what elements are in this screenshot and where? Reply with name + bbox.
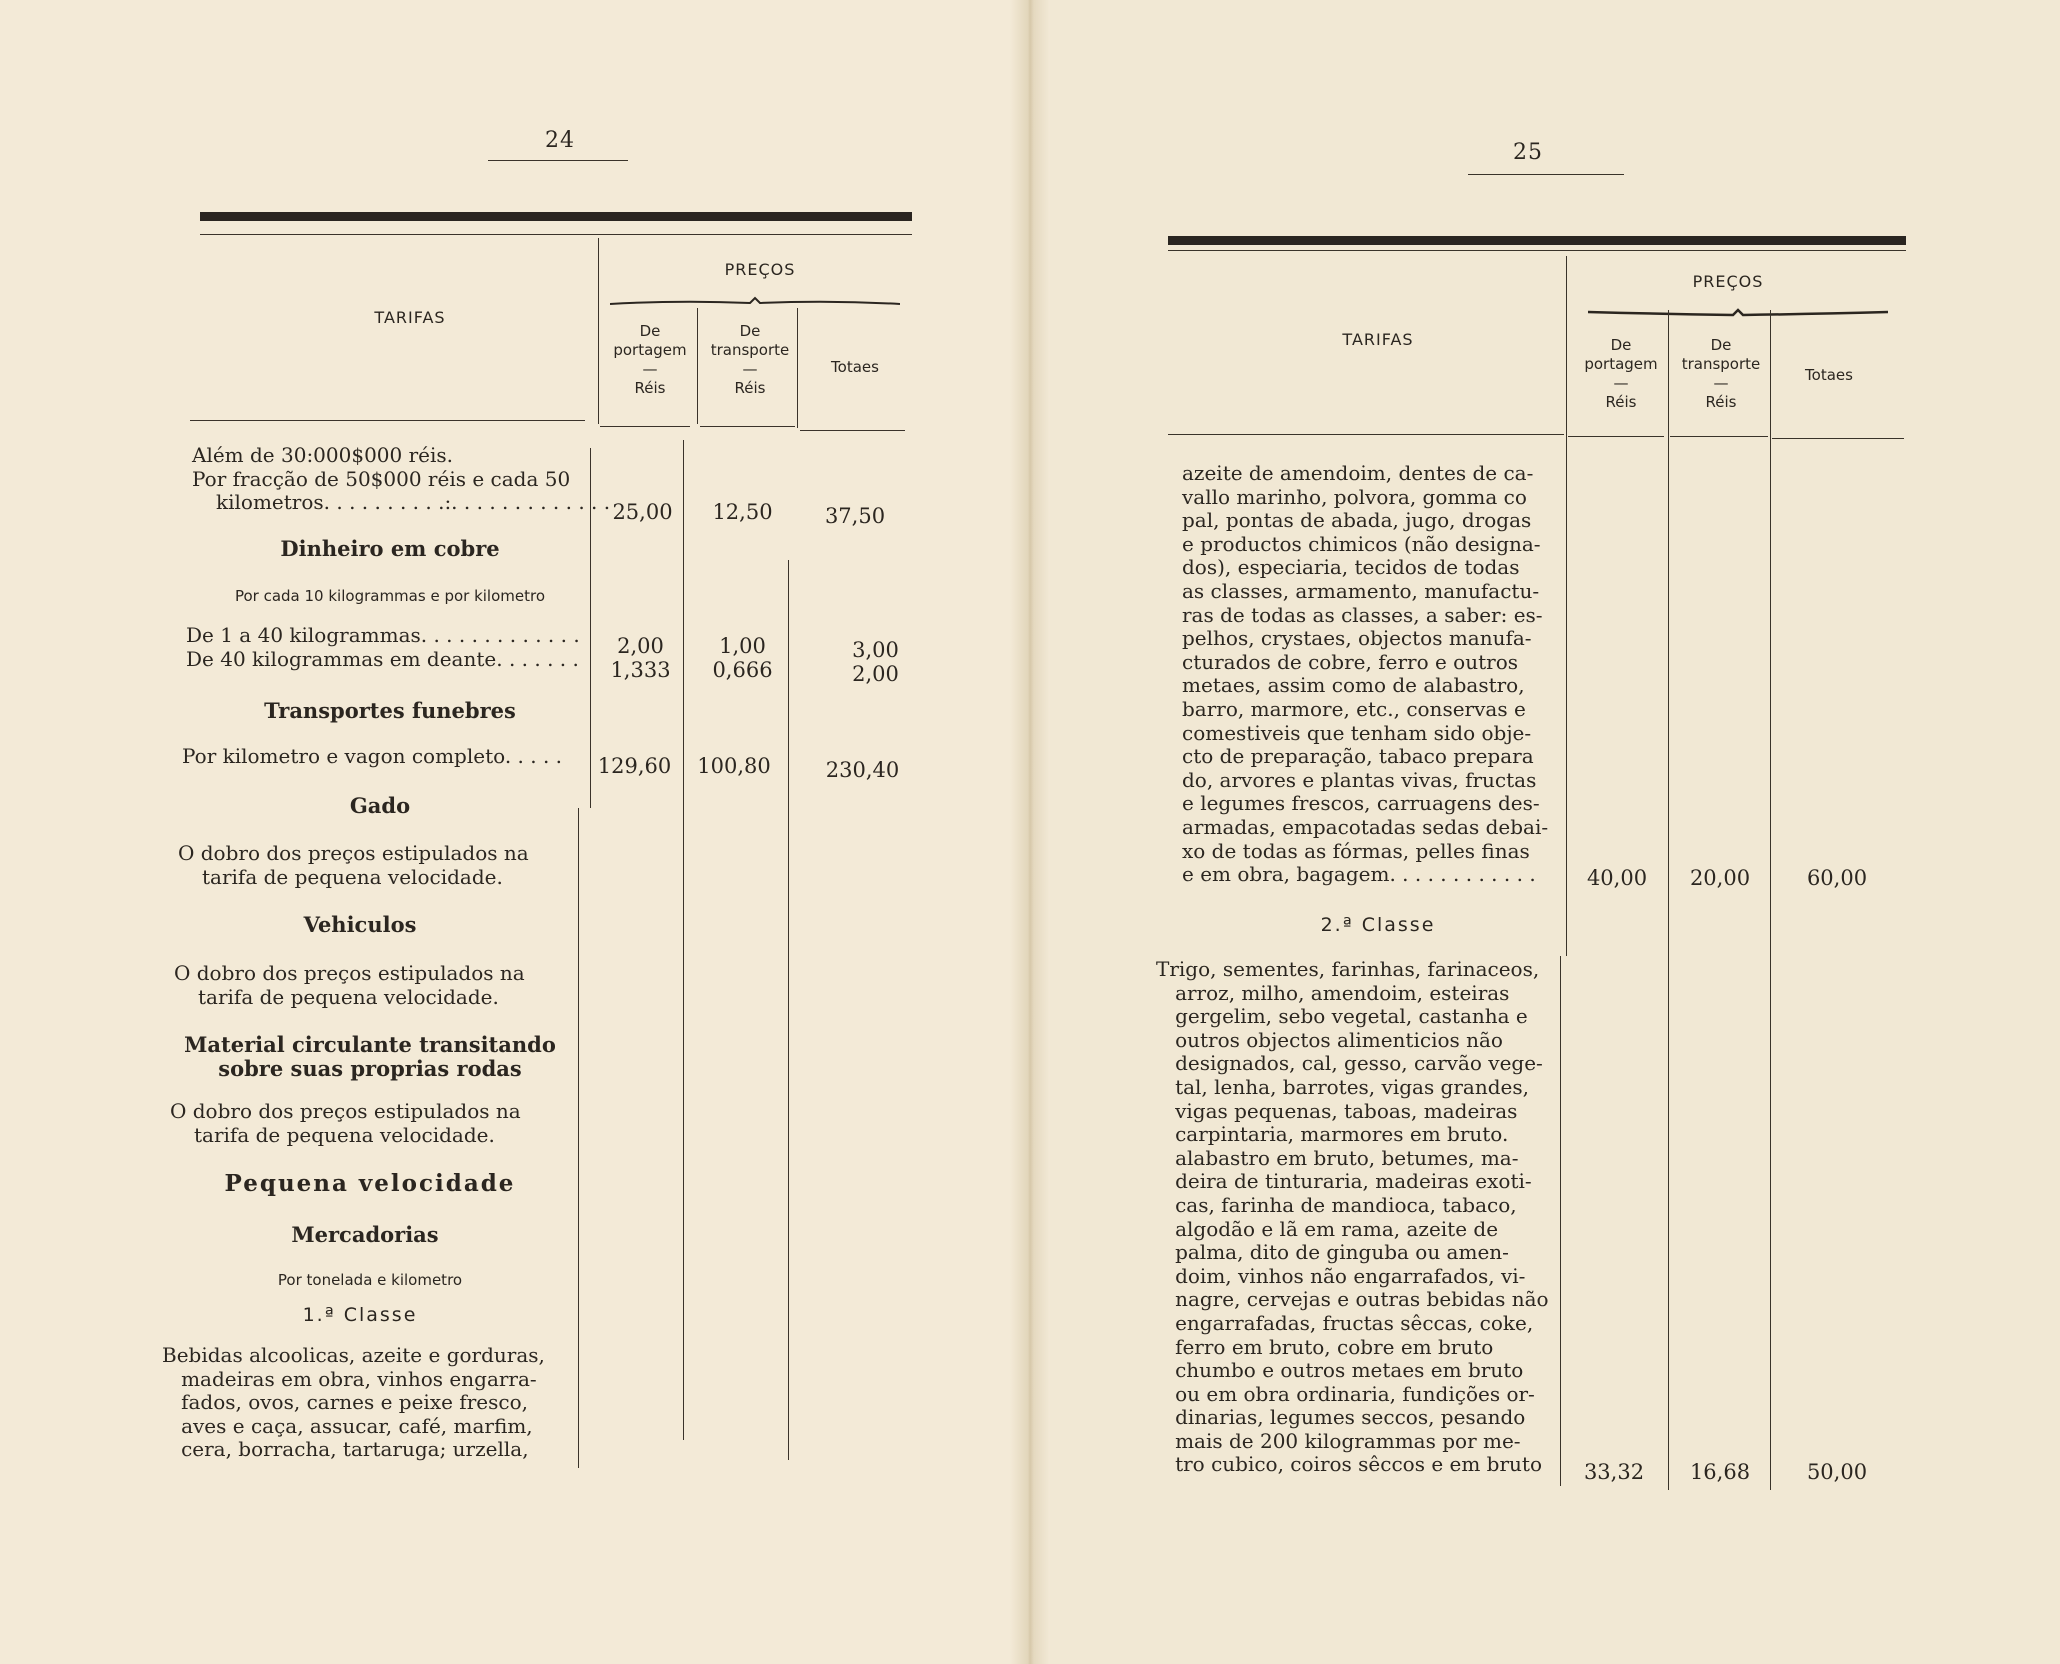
col-transporte-header: De transporte — Réis bbox=[1681, 336, 1761, 411]
header-rule-transporte bbox=[1670, 436, 1768, 437]
cell-classe2-portagem: 33,32 bbox=[1583, 1460, 1645, 1484]
note-dinheiro: Por cada 10 kilogrammas e por kilometro bbox=[234, 587, 546, 605]
col-divider-1 bbox=[1566, 256, 1567, 956]
col-divider-3 bbox=[788, 560, 789, 1460]
top-thin-rule bbox=[200, 234, 912, 235]
material-line1: O dobro dos preços estipulados na bbox=[170, 1099, 521, 1123]
precos-header: PREÇOS bbox=[1692, 272, 1764, 291]
gado-line1: O dobro dos preços estipulados na bbox=[178, 841, 529, 865]
precos-brace bbox=[1588, 306, 1888, 320]
gado-line2: tarifa de pequena velocidade. bbox=[202, 865, 503, 889]
cell-classe1-portagem: 40,00 bbox=[1586, 866, 1648, 890]
cell-vagon-portagem: 129,60 bbox=[597, 754, 672, 778]
page-number: 25 bbox=[1513, 140, 1543, 165]
heading-dinheiro: Dinheiro em cobre bbox=[280, 536, 500, 561]
cell-classe2-totaes: 50,00 bbox=[1806, 1460, 1868, 1484]
col-portagem-header: De portagem — Réis bbox=[613, 322, 687, 397]
header-rule-totaes bbox=[800, 430, 905, 431]
top-thick-rule bbox=[200, 212, 912, 221]
row-de-40: De 40 kilogrammas em deante. . . . . . . bbox=[186, 647, 579, 671]
row-alem: Além de 30:000$000 réis. bbox=[192, 443, 454, 467]
col-divider-1-head bbox=[598, 238, 599, 424]
cell-de40-totaes: 2,00 bbox=[852, 662, 899, 686]
heading-transportes-funebres: Transportes funebres bbox=[264, 698, 516, 723]
classe-1-text: Bebidas alcoolicas, azeite e gorduras, madeiras em obra, vinhos engarra- fados, ovos, carnes e peixe fresco, aves e caça, assucar, café, marfim, cera, borracha, tartaruga; urzella, bbox=[162, 1343, 545, 1462]
col-portagem-header: De portagem — Réis bbox=[1584, 336, 1658, 411]
tarifas-header: TARIFAS bbox=[374, 308, 446, 327]
precos-header: PREÇOS bbox=[724, 260, 796, 279]
classe-1-label: 1.ª Classe bbox=[302, 1304, 418, 1326]
col-divider-2 bbox=[1668, 310, 1669, 1490]
col-divider-2-head bbox=[697, 308, 698, 424]
row-fraccao-line1: Por fracção de 50$000 réis e cada 50 bbox=[192, 467, 571, 491]
heading-material-line1: Material circulante transitando bbox=[184, 1032, 556, 1057]
col-totaes-header: Totaes bbox=[1805, 366, 1853, 384]
cell-vagon-totaes: 230,40 bbox=[825, 758, 900, 782]
col-totaes-header: Totaes bbox=[831, 358, 879, 376]
header-rule-portagem bbox=[600, 426, 690, 427]
cell-de1a40-transporte: 1,00 bbox=[719, 634, 766, 658]
header-rule-portagem bbox=[1568, 436, 1664, 437]
row-fraccao-line2: kilometros. . . . . . . . . .:. . . . . . . . . . . . . bbox=[216, 490, 611, 514]
cell-classe2-transporte: 16,68 bbox=[1689, 1460, 1751, 1484]
classe-2-label: 2.ª Classe bbox=[1320, 914, 1436, 936]
cell-de1a40-portagem: 2,00 bbox=[617, 634, 664, 658]
heading-material-line2: sobre suas proprias rodas bbox=[218, 1056, 522, 1081]
col-divider-3 bbox=[1770, 310, 1771, 1490]
header-rule-tarifas bbox=[1168, 434, 1564, 435]
heading-vehiculos: Vehiculos bbox=[303, 912, 417, 937]
vehiculos-line1: O dobro dos preços estipulados na bbox=[174, 961, 525, 985]
page-number-rule bbox=[1468, 174, 1624, 175]
col-transporte-header: De transporte — Réis bbox=[710, 322, 790, 397]
cell-vagon-transporte: 100,80 bbox=[697, 754, 771, 778]
cell-fraccao-transporte: 12,50 bbox=[712, 500, 773, 524]
cell-fraccao-totaes: 37,50 bbox=[824, 504, 886, 528]
top-thin-rule bbox=[1168, 250, 1906, 251]
col-divider-3-head bbox=[797, 308, 798, 428]
page-number: 24 bbox=[545, 128, 575, 153]
material-line2: tarifa de pequena velocidade. bbox=[194, 1123, 495, 1147]
col-divider-2 bbox=[683, 440, 684, 1440]
row-vagon: Por kilometro e vagon completo. . . . . bbox=[182, 744, 563, 768]
classe-2-text: Trigo, sementes, farinhas, farinaceos, arroz, milho, amendoim, esteiras gergelim, sebo vegetal, castanha e outros objectos alimenticios não designados, cal, gesso, carvão vege- tal, lenha, barrotes, vigas grandes, vigas pequenas, taboas, madeiras carpintaria, marmores em bruto. alabastro em bruto, betumes, ma- deira de tinturaria, madeiras exoti- cas, farinha de mandioca, tabaco, algodão e lã em rama, azeite de palma, dito de ginguba ou amen- doim, vinhos não engarrafados, vi- nagre, cervejas e outras bebidas não engarrafadas, fructas sêccas, coke, ferro em bruto, cobre em bruto chumbo e outros metaes em bruto ou em obra ordinaria, fundições or- dinarias, legumes seccos, pesando mais de 200 kilogrammas por me- tro cubico, coiros sêccos e em bruto bbox=[1156, 957, 1549, 1477]
col-divider-1-lower bbox=[1560, 956, 1561, 1486]
right-page bbox=[1028, 0, 2060, 1664]
col-divider-1-lower bbox=[578, 808, 579, 1468]
top-thick-rule bbox=[1168, 236, 1906, 245]
heading-pequena-velocidade: Pequena velocidade bbox=[224, 1170, 516, 1197]
cell-fraccao-portagem: 25,00 bbox=[612, 500, 673, 524]
row-de-1-a-40: De 1 a 40 kilogrammas. . . . . . . . . . . . . bbox=[186, 623, 580, 647]
cell-classe1-totaes: 60,00 bbox=[1806, 866, 1868, 890]
left-page bbox=[0, 0, 1028, 1664]
precos-brace bbox=[610, 296, 900, 310]
heading-gado: Gado bbox=[349, 793, 411, 818]
cell-de40-transporte: 0,666 bbox=[712, 658, 773, 682]
note-mercadorias: Por tonelada e kilometro bbox=[277, 1271, 463, 1289]
classe-1-continuation-text: azeite de amendoim, dentes de ca- vallo marinho, polvora, gomma co pal, pontas de abada, jugo, drogas e productos chimicos (não designa- dos), especiaria, tecidos de todas as classes, armamento, manufactu- ras de todas as classes, a saber: es- pelhos, crystaes, objectos manufa- cturados de cobre, ferro e outros metaes, assim como de alabastro, barro, marmore, etc., conservas e comestiveis que tenham sido obje- cto de preparação, tabaco prepara do, arvores e plantas vivas, fructas e legumes frescos, carruagens des- armadas, empacotadas sedas debai- xo de todas as fórmas, pelles finas e em obra, bagagem. . . . . . . . . . . . bbox=[1182, 461, 1549, 887]
cell-de40-portagem: 1,333 bbox=[610, 658, 671, 682]
page-number-rule bbox=[488, 160, 628, 161]
heading-mercadorias: Mercadorias bbox=[291, 1222, 439, 1247]
tarifas-header: TARIFAS bbox=[1342, 330, 1414, 349]
header-rule-tarifas bbox=[190, 420, 585, 421]
header-rule-totaes bbox=[1772, 438, 1904, 439]
cell-de1a40-totaes: 3,00 bbox=[852, 638, 899, 662]
cell-classe1-transporte: 20,00 bbox=[1689, 866, 1751, 890]
header-rule-transporte bbox=[700, 426, 795, 427]
vehiculos-line2: tarifa de pequena velocidade. bbox=[198, 985, 499, 1009]
